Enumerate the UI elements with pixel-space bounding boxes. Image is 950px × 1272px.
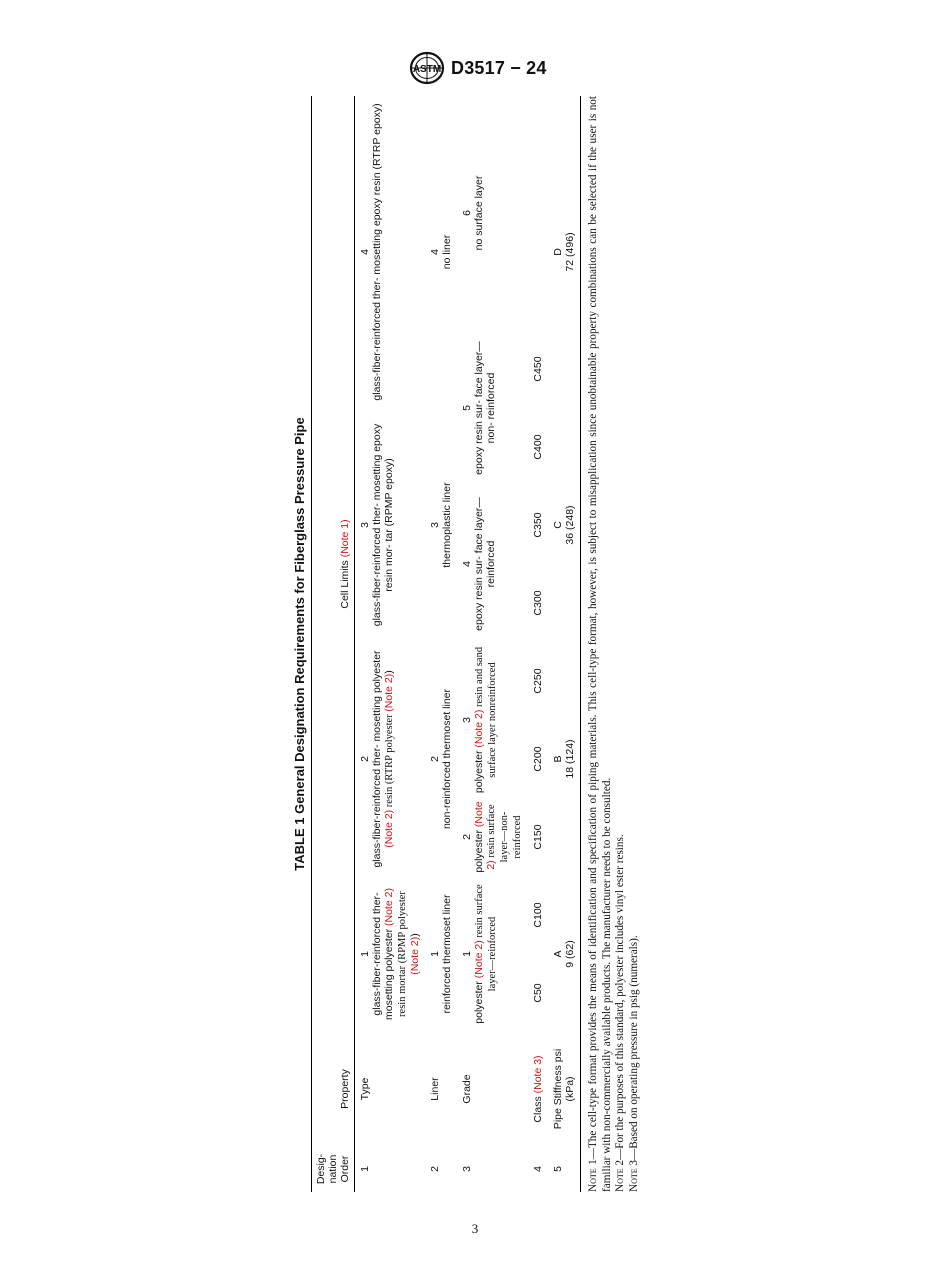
property-cell: Liner	[429, 1077, 441, 1101]
class-cell: C450	[532, 356, 544, 382]
order-cell: 5	[552, 1166, 564, 1172]
property-cell: Pipe Stiffness psi (kPa)	[552, 1048, 576, 1130]
liner-cell-3: 3 thermoplastic liner	[429, 482, 453, 568]
table-title: TABLE 1 General Designation Requirements for Fiberglass Pressure Pipe	[292, 417, 307, 871]
stiffness-cell-a: A 9 (62)	[552, 940, 576, 968]
note-2: Note 2—For the purposes of this standard, polyester includes vinyl ester resins.	[614, 834, 626, 1192]
astm-logo	[409, 51, 445, 85]
type-cell-4: 4 glass-fiber-reinforced ther- mosetting epoxy resin (RTRP epoxy)	[359, 103, 383, 401]
grade-cell-5: 5 epoxy resin sur- face layer—non- reinforced	[461, 341, 497, 475]
order-cell: 3	[461, 1166, 473, 1172]
header-cell-limits: Cell Limits (Note 1)	[312, 96, 355, 1032]
liner-cell-2: 2 non-reinforced thermoset liner	[429, 688, 453, 830]
class-cell: C300	[532, 590, 544, 616]
grade-cell-4: 4 epoxy resin sur- face layer— reinforced	[461, 497, 497, 631]
liner-cell-4: 4 no liner	[429, 234, 453, 270]
class-cell: C50	[532, 983, 544, 1003]
order-cell: 4	[532, 1166, 544, 1172]
grade-cell-6: 6 no surface layer	[461, 175, 485, 251]
table-row-class	[528, 96, 548, 1192]
class-cell: C150	[532, 824, 544, 850]
table-row-stiffness	[548, 96, 581, 1192]
stiffness-cell-b: B 18 (124)	[552, 739, 576, 779]
standard-designation: D3517 − 24	[451, 57, 547, 78]
order-cell: 2	[429, 1166, 441, 1172]
grade-cell-3: 3 polyester (Note 2) resin and sand surface layer nonreinforced	[461, 646, 498, 794]
table-row-liner	[425, 96, 457, 1192]
type-cell-1: 1 glass-fiber-reinforced ther- mosetting polyester (Note 2) resin mortar (RPMP polyester (Note 2))	[359, 888, 421, 1020]
header-order: Desig- nation Order	[312, 1146, 355, 1192]
stiffness-cell-c: C 36 (248)	[552, 505, 576, 545]
requirements-table	[311, 96, 581, 1192]
document-header	[409, 50, 547, 86]
grade-cell-1: 1 polyester (Note 2) resin surface layer—reinforced	[461, 884, 498, 1024]
class-cell: C200	[532, 746, 544, 772]
table-row-grade	[457, 96, 528, 1192]
class-cell: C100	[532, 902, 544, 928]
type-cell-2: 2 glass-fiber-reinforced ther- mosetting polyester (Note 2) resin (RTRP polyester (Note 2))	[359, 650, 395, 868]
order-cell: 1	[359, 1166, 371, 1172]
svg-text:ASTM: ASTM	[412, 64, 442, 75]
property-cell: Class (Note 3)	[532, 1055, 544, 1123]
stiffness-cell-d: D 72 (496)	[552, 232, 576, 272]
note-3: Note 3—Based on operating pressure in psig (numerals).	[627, 935, 640, 1192]
property-cell: Type	[359, 1077, 371, 1101]
type-cell-3: 3 glass-fiber-reinforced ther- mosetting epoxy resin mor- tar (RPMP epoxy)	[359, 423, 395, 627]
rotated-table-block	[289, 95, 640, 1192]
class-cell: C350	[532, 512, 544, 538]
property-cell: Grade	[461, 1074, 473, 1104]
note1-ref: (Note 1)	[339, 519, 351, 558]
grade-cell-2: 2 polyester (Note 2) resin surface layer—non- reinforced	[461, 801, 523, 873]
class-cell: C250	[532, 668, 544, 694]
header-property: Property	[312, 1032, 355, 1146]
page-number: 3	[471, 1221, 479, 1236]
note-1: Note 1—The cell-type format provides the means of identification and specification of piping materials. This cell-type format, however, is subject to misapplication since unobtainable property combinations can be selected if the user is not familiar with non-commercially available products. The manufacturer needs to be consulted.	[587, 95, 613, 1192]
liner-cell-1: 1 reinforced thermoset liner	[429, 894, 453, 1014]
table-notes	[587, 96, 641, 1192]
class-cell: C400	[532, 434, 544, 460]
table-row-type	[355, 96, 426, 1192]
header-row	[312, 96, 355, 1192]
